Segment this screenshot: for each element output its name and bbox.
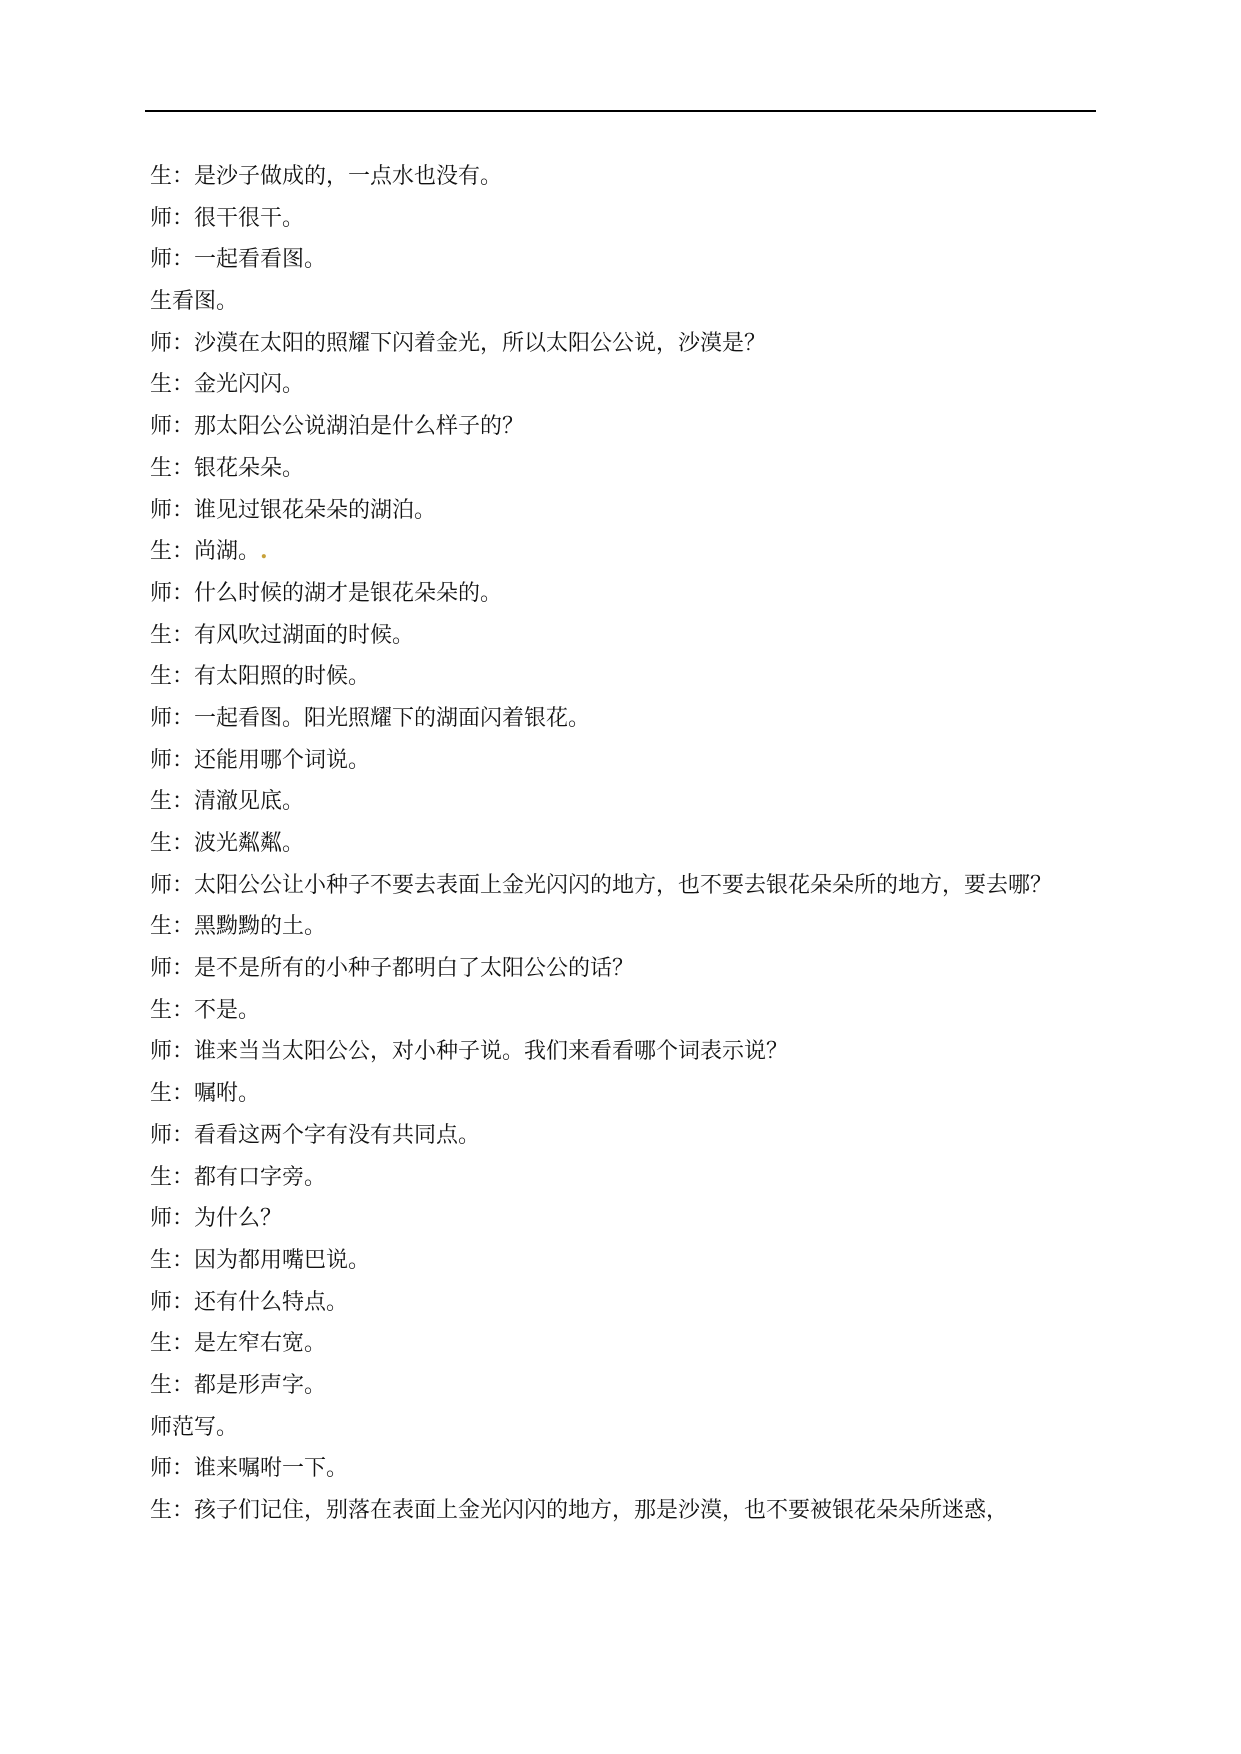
transcript-line: 师：太阳公公让小种子不要去表面上金光闪闪的地方，也不要去银花朵朵所的地方，要去哪？ bbox=[150, 872, 1053, 898]
transcript-line: 生：都是形声字。 bbox=[150, 1372, 327, 1398]
transcript-line: 师：谁来嘱咐一下。 bbox=[150, 1456, 349, 1482]
transcript-line: 师范写。 bbox=[150, 1414, 239, 1440]
transcript-line: 生：波光粼粼。 bbox=[150, 831, 305, 856]
transcript-line: 师：一起看看图。 bbox=[150, 247, 327, 273]
transcript-line: 师：还能用哪个词说。 bbox=[150, 747, 371, 773]
transcript-line: 生看图。 bbox=[150, 289, 239, 315]
transcript-line: 师：是不是所有的小种子都明白了太阳公公的话？ bbox=[150, 956, 635, 982]
transcript-line: 生：不是。 bbox=[150, 997, 261, 1023]
transcript-line: 生：清澈见底。 bbox=[150, 789, 305, 815]
transcript-line: 师：为什么？ bbox=[150, 1206, 283, 1232]
transcript-line bbox=[150, 531, 1096, 573]
transcript-line: 师：沙漠在太阳的照耀下闪着金光，所以太阳公公说，沙漠是？ bbox=[150, 330, 767, 356]
transcript-line: 生：孩子们记住，别落在表面上金光闪闪的地方，那是沙漠，也不要被银花朵朵所迷惑， bbox=[150, 1498, 1009, 1524]
transcript-line: 生：是左窄右宽。 bbox=[150, 1331, 327, 1357]
transcript-line: 师：谁见过银花朵朵的湖泊。 bbox=[150, 497, 437, 523]
transcript-line: 生：银花朵朵。 bbox=[150, 455, 305, 481]
transcript-line: 生：有太阳照的时候。 bbox=[150, 664, 371, 690]
transcript-line: 师：还有什么特点。 bbox=[150, 1289, 349, 1315]
header-rule bbox=[145, 110, 1096, 112]
transcript-body bbox=[150, 156, 1096, 1532]
transcript-line: 师：看看这两个字有没有共同点。 bbox=[150, 1122, 481, 1148]
transcript-line: 生：有风吹过湖面的时候。 bbox=[150, 622, 415, 648]
transcript-line: 生：都有口字旁。 bbox=[150, 1164, 327, 1190]
transcript-line: 生：黑黝黝的土。 bbox=[150, 914, 327, 940]
transcript-line: 生：是沙子做成的，一点水也没有。 bbox=[150, 164, 503, 189]
transcript-line: 生：嘱咐。 bbox=[150, 1081, 261, 1107]
stray-mark: . bbox=[260, 538, 268, 565]
line-text: 生：尚湖。 bbox=[150, 539, 261, 565]
transcript-line: 师：那太阳公公说湖泊是什么样子的？ bbox=[150, 414, 525, 440]
transcript-line: 师：谁来当当太阳公公，对小种子说。我们来看看哪个词表示说？ bbox=[150, 1039, 789, 1065]
transcript-line: 生：因为都用嘴巴说。 bbox=[150, 1247, 371, 1273]
transcript-line: 师：很干很干。 bbox=[150, 205, 305, 231]
transcript-line: 师：一起看图。阳光照耀下的湖面闪着银花。 bbox=[150, 705, 591, 731]
transcript-line: 师：什么时候的湖才是银花朵朵的。 bbox=[150, 580, 503, 606]
transcript-line: 生：金光闪闪。 bbox=[150, 372, 305, 398]
